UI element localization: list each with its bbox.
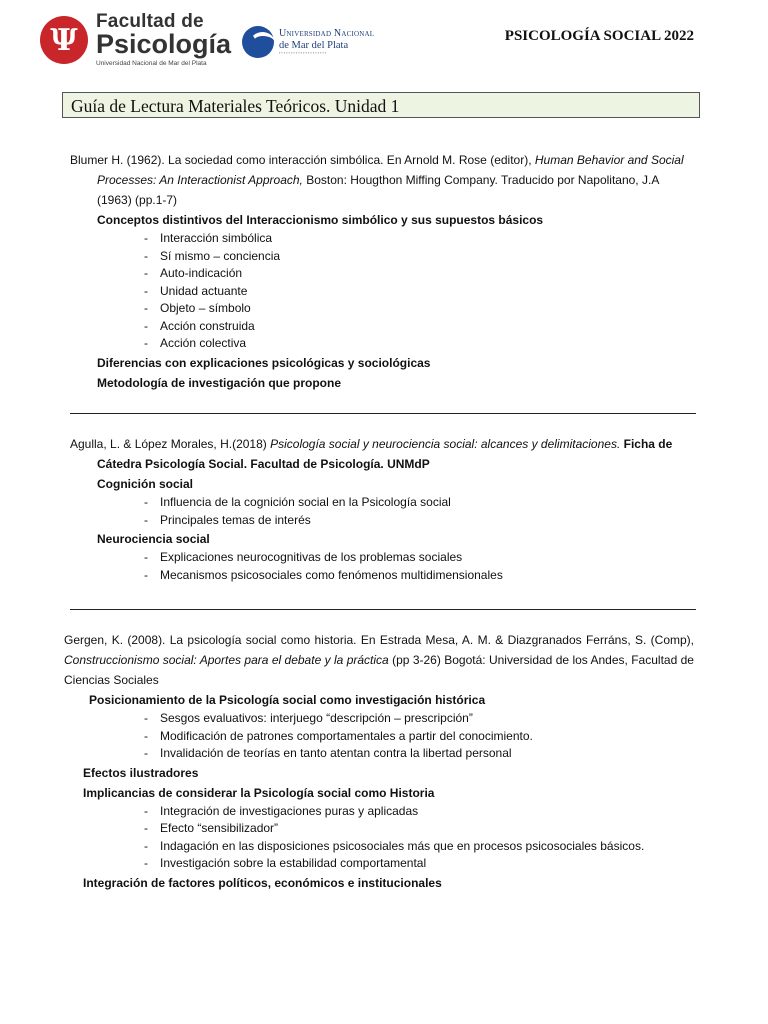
reading-guide-content [64, 150, 696, 893]
university-logo-line1: Universidad Nacional [279, 28, 375, 40]
bibliographic-reference: Gergen, K. (2008). La psicología social como historia. En Estrada Mesa, A. M. & Diazgranados Ferráns, S. (Comp), Construccionismo social: Aportes para el debate y la práctica (pp 3-26) Bogotá: Universidad de los Andes, Facultad de Ciencias Sociales [64, 633, 694, 687]
list-item: - Objeto – símbolo [144, 300, 696, 318]
list-item: - Invalidación de teorías en tanto atentan contra la libertad personal [144, 745, 696, 763]
list-item: - Integración de investigaciones puras y aplicadas [144, 803, 696, 821]
university-emblem-icon [242, 26, 274, 58]
topic-heading: Cognición social [97, 477, 194, 491]
list-item: - Acción colectiva [144, 335, 696, 353]
faculty-logo [40, 11, 232, 68]
topic-heading: Diferencias con explicaciones psicológicas y sociológicas [97, 355, 431, 370]
list-item: - Auto-indicación [144, 265, 696, 283]
faculty-logo-line1: Facultad de [96, 11, 204, 33]
topic-list [70, 710, 696, 763]
university-logo [242, 26, 374, 58]
faculty-logo-line3: Universidad Nacional de Mar del Plata [96, 60, 207, 68]
university-logo-line2: de Mar del Plata [279, 39, 349, 51]
topic-list [70, 230, 696, 353]
reading-section [70, 434, 696, 599]
list-item: - Influencia de la cognición social en la Psicología social [144, 494, 696, 512]
topic-heading: Neurociencia social [97, 532, 210, 546]
list-item: - Sesgos evaluativos: interjuego “descripción – prescripción” [144, 710, 696, 728]
list-item: - Acción construida [144, 318, 696, 336]
list-item: - Investigación sobre la estabilidad comportamental [144, 855, 696, 873]
topic-heading: Posicionamiento de la Psicología social como investigación histórica [89, 693, 486, 707]
list-item: - Sí mismo – conciencia [144, 248, 696, 266]
list-item: - Principales temas de interés [144, 512, 696, 530]
reading-section [64, 630, 696, 893]
topic-heading: Implicancias de considerar la Psicología social como Historia [83, 785, 435, 800]
list-item: - Interacción simbólica [144, 230, 696, 248]
topic-heading: Conceptos distintivos del Interaccionismo simbólico y sus supuestos básicos [97, 213, 544, 227]
list-item: - Unidad actuante [144, 283, 696, 301]
bibliographic-reference: Agulla, L. & López Morales, H.(2018) Psicología social y neurociencia social: alcances y delimitaciones. Ficha de Cátedra Psicología Social. Facultad de Psicología. UNMdP [70, 437, 673, 471]
topic-heading: Efectos ilustradores [83, 765, 199, 780]
topic-list [70, 549, 696, 584]
topic-list [70, 494, 696, 529]
psi-logo-icon: Ψ [40, 16, 88, 64]
course-title: PSICOLOGÍA SOCIAL 2022 [504, 28, 694, 44]
list-item: - Modificación de patrones comportamentales a partir del conocimiento. [144, 728, 696, 746]
reading-section [70, 150, 696, 395]
topic-list [70, 803, 696, 873]
bibliographic-reference: Blumer H. (1962). La sociedad como interacción simbólica. En Arnold M. Rose (editor), Human Behavior and Social Processes: An Interactionist Approach, Boston: Hougthon Miffing Company. Traducido por Napolitano, J.A (1963) (pp.1-7) [70, 153, 684, 207]
page-header [0, 0, 768, 80]
list-item: - Indagación en las disposiciones psicosociales más que en procesos psicosociales básicos. [144, 838, 696, 856]
section-divider [70, 609, 696, 610]
guide-title: Guía de Lectura Materiales Teóricos. Unidad 1 [62, 92, 700, 118]
topic-heading: Metodología de investigación que propone [97, 375, 342, 390]
list-item: - Explicaciones neurocognitivas de los problemas sociales [144, 549, 696, 567]
list-item: - Efecto “sensibilizador” [144, 820, 696, 838]
list-item: - Mecanismos psicosociales como fenómenos multidimensionales [144, 567, 696, 585]
topic-heading: Integración de factores políticos, económicos e institucionales [83, 875, 442, 890]
university-logo-line3: ▪▪▪▪▪▪▪▪▪▪▪▪▪▪▪▪▪▪▪▪ [279, 49, 328, 55]
faculty-logo-line2: Psicología [96, 29, 232, 60]
section-divider [70, 413, 696, 414]
